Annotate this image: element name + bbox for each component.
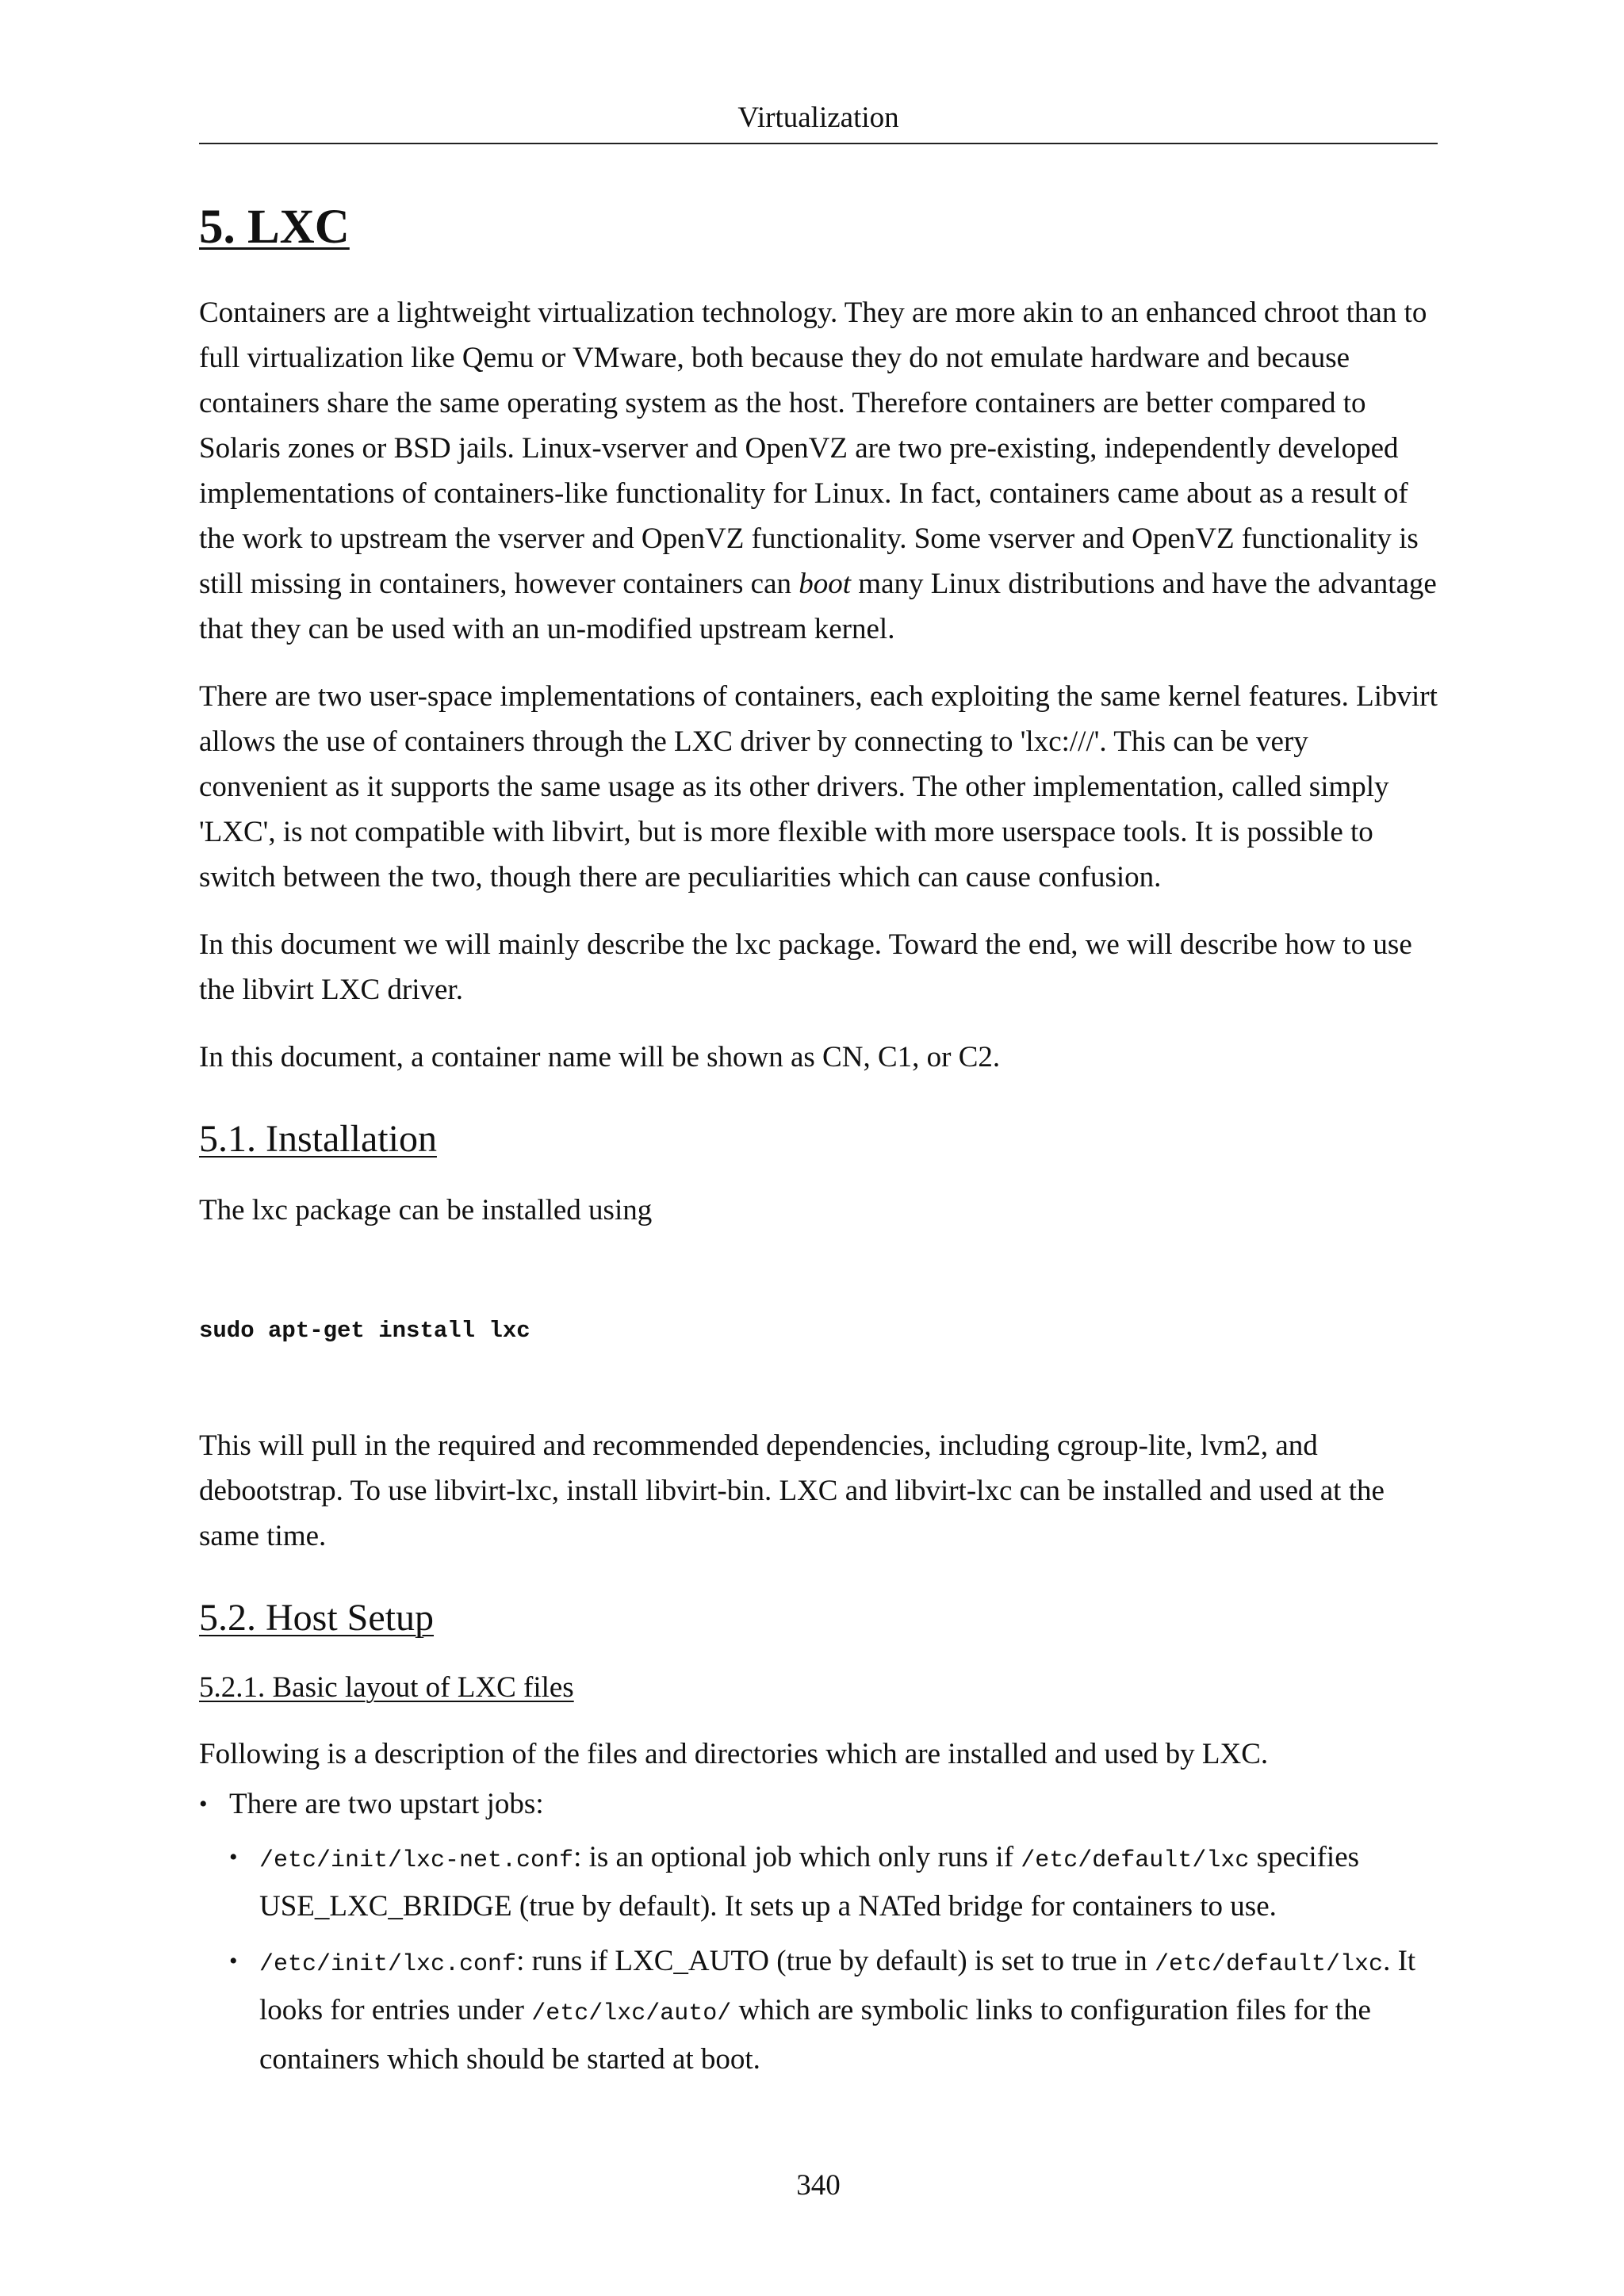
- files-list: [199, 1781, 1438, 2082]
- installation-heading: 5.1. Installation: [199, 1118, 437, 1160]
- lxc-conf-text-2: . It looks for entries under: [259, 1945, 1416, 2026]
- implementations-paragraph: There are two user-space implementations of containers, each exploiting the same kernel features. Libvirt allows the use of containers through the LXC driver by connecting to 'lxc:///'. This can be very convenient as it supports the same usage as its other drivers. The other implementation, called simply 'LXC', is not compatible with libvirt, but is more flexible with more userspace tools. It is possible to switch between the two, though there are peculiarities which can cause confusion.: [199, 680, 1438, 894]
- lxc-conf-text-3: which are symbolic links to configuration files for the containers which should be started at boot.: [259, 1994, 1371, 2076]
- host-setup-heading: 5.2. Host Setup: [199, 1597, 435, 1639]
- list-item: [229, 1835, 1438, 1929]
- page-number: 340: [796, 2169, 841, 2202]
- list-item: [199, 1781, 1438, 2082]
- bullet: •: [199, 1791, 208, 1817]
- lxc-auto-path: /etc/lxc/auto/: [531, 2000, 732, 2027]
- list-item: [229, 1938, 1438, 2082]
- bullet: •: [229, 1844, 238, 1870]
- list-item-text: There are two upstart jobs:: [229, 1788, 544, 1820]
- installation-dependencies: This will pull in the required and recommended dependencies, including cgroup-lite, lvm2, and debootstrap. To use libvirt-lxc, install libvirt-bin. LXC and libvirt-lxc can be installed and used at the same time.: [199, 1429, 1385, 1552]
- lxc-conf-path: /etc/init/lxc.conf: [259, 1951, 517, 1978]
- page-content: [199, 195, 1438, 2091]
- intro-paragraph-text-b: many Linux distributions and have the advantage that they can be used with an un-modified upstream kernel.: [199, 568, 1437, 645]
- lxc-net-conf-path: /etc/init/lxc-net.conf: [259, 1847, 574, 1874]
- running-header: Virtualization: [737, 101, 899, 134]
- scope-paragraph: In this document we will mainly describe the lxc package. Toward the end, we will describe how to use the libvirt LXC driver.: [199, 928, 1412, 1006]
- intro-paragraph-text-a: Containers are a lightweight virtualization technology. They are more akin to an enhanced chroot than to full virtualization like Qemu or VMware, both because they do not emulate hardware and because containers share the same operating system as the host. Therefore containers are better compared to Solaris zones or BSD jails. Linux-vserver and OpenVZ are two pre-existing, independently developed implementations of containers-like functionality for Linux. In fact, containers came about as a result of the work to upstream the vserver and OpenVZ functionality. Some vserver and OpenVZ functionality is still missing in containers, however containers can: [199, 297, 1427, 600]
- install-command: sudo apt-get install lxc: [199, 1318, 530, 1344]
- intro-paragraph: [199, 290, 1438, 652]
- naming-paragraph: In this document, a container name will be shown as CN, C1, or C2.: [199, 1041, 1001, 1073]
- default-lxc-path: /etc/default/lxc: [1155, 1951, 1384, 1978]
- bullet: •: [229, 1948, 238, 1974]
- chapter-title: 5. LXC: [199, 201, 350, 254]
- header-rule: [199, 143, 1438, 144]
- lxc-conf-text-1: : runs if LXC_AUTO (true by default) is set to true in: [516, 1945, 1155, 1977]
- basic-layout-heading: 5.2.1. Basic layout of LXC files: [199, 1671, 574, 1704]
- default-lxc-path: /etc/default/lxc: [1021, 1847, 1250, 1874]
- lxc-net-text-1: : is an optional job which only runs if: [573, 1841, 1021, 1873]
- intro-paragraph-italic: boot: [799, 568, 852, 600]
- basic-layout-intro: Following is a description of the files and directories which are installed and used by LXC.: [199, 1738, 1269, 1770]
- upstart-jobs-list: [229, 1835, 1438, 2082]
- document-page: [199, 0, 1438, 2296]
- lxc-net-text-2: specifies USE_LXC_BRIDGE (true by default). It sets up a NATed bridge for containers to use.: [259, 1841, 1360, 1923]
- installation-intro: The lxc package can be installed using: [199, 1194, 653, 1226]
